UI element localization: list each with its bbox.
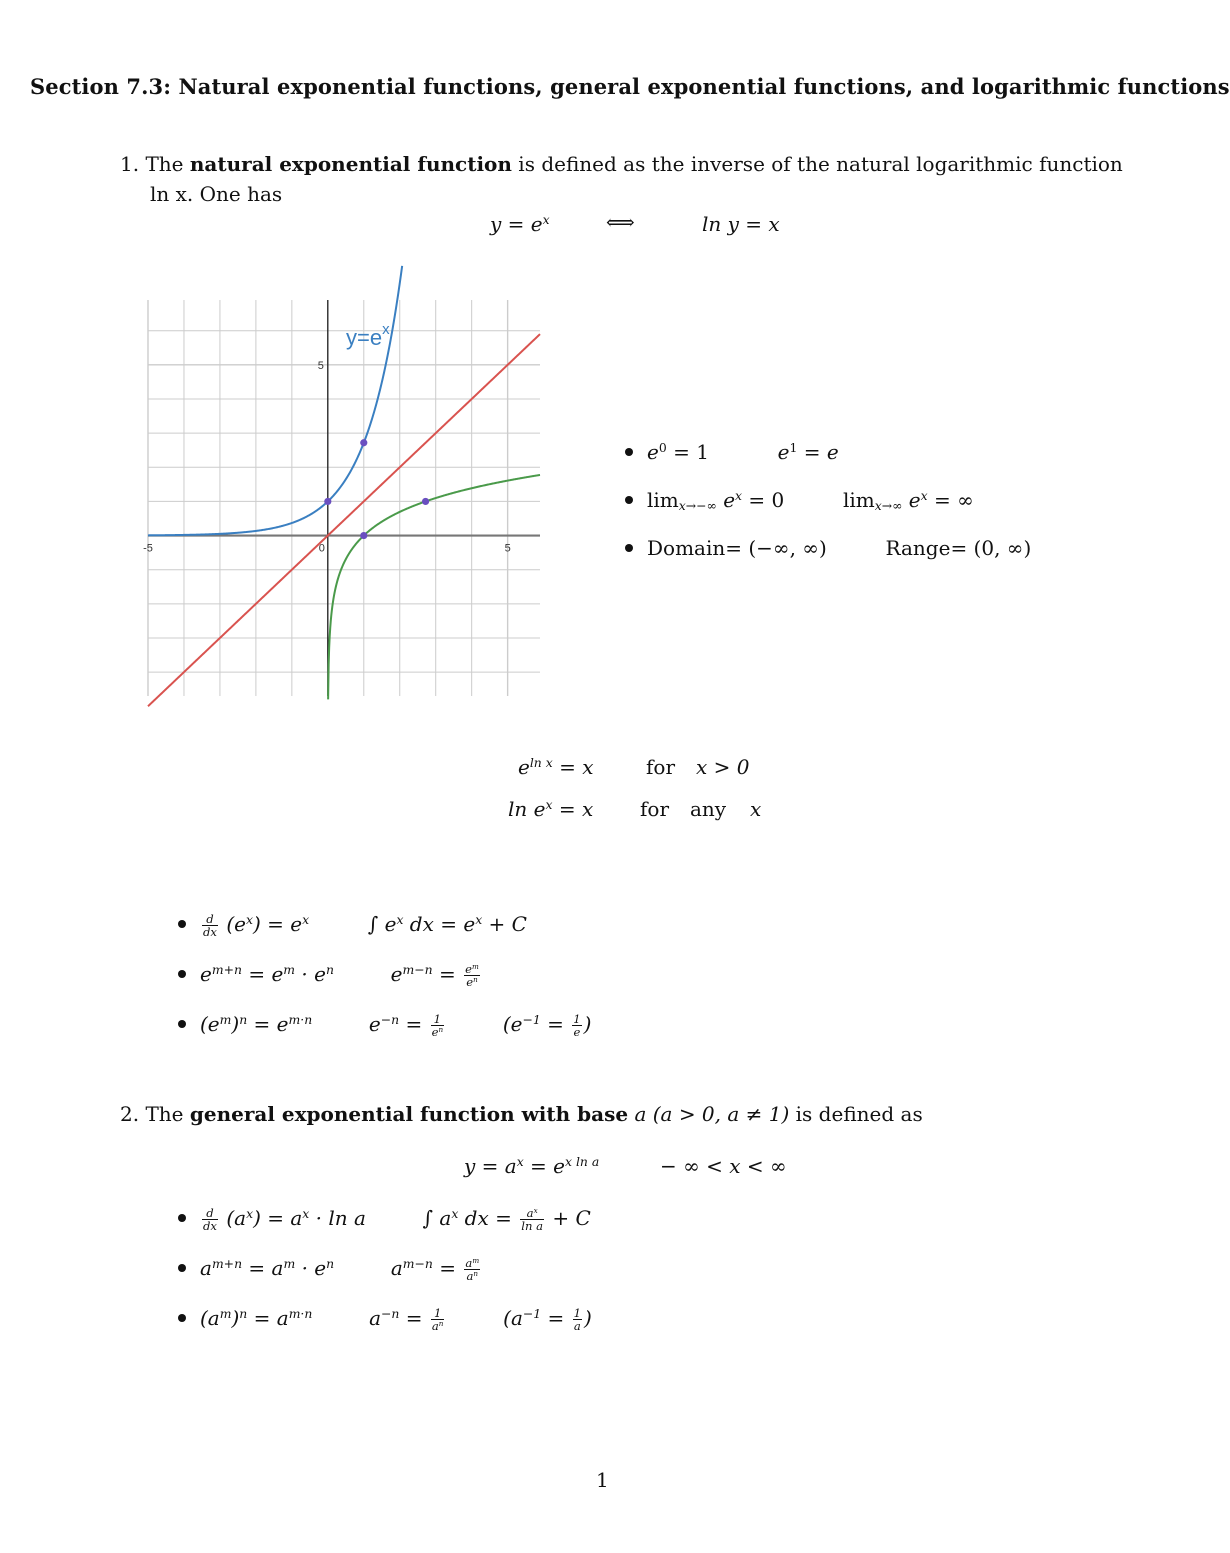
identity-exp-ln-condition: x > 0 xyxy=(696,755,750,779)
bullet-exp-values: $e^0 = 1$ $e^1 = e$ xyxy=(625,440,839,464)
item-2-line xyxy=(120,1102,923,1126)
range-text: Range= (0, ∞) xyxy=(885,536,1032,560)
rule-derivative-integral-e: $\frac{d}{dx}$ $(e^x) = e^x$ ∫ $e^x$ dx = $e^x + C$ xyxy=(178,912,527,938)
bullet-dot xyxy=(178,1020,186,1028)
bullet-dot xyxy=(625,448,633,456)
tick-label-x-pos: 5 xyxy=(504,542,511,555)
item-1-number: 1. xyxy=(120,152,140,176)
bullet-limits: $\lim_{x\to-\infty} e^x = 0$ $\lim_{x\to\infty} e^x$ = ∞ xyxy=(625,488,974,512)
bullet-domain-range xyxy=(625,536,1031,560)
identity-ln-exp-any: any xyxy=(690,797,727,821)
item-2-lead: The xyxy=(145,1102,184,1126)
tick-label-y-pos: 5 xyxy=(317,359,324,372)
rule-power-negative-a: $(a^m)^n = a^{m\cdot n}$ $a^{-n}$ = $\frac{1}{a^n}$ ($a^{-1}$ = $\frac{1}{a}$ ) xyxy=(178,1306,592,1332)
tick-label-x-zero: 0 xyxy=(318,542,325,555)
item-2-rest: is defined as xyxy=(795,1102,923,1126)
domain-text: Domain= (−∞, ∞) xyxy=(647,536,827,560)
bullet-dot xyxy=(625,496,633,504)
definition-equation-right: ln y = x xyxy=(702,212,780,236)
exp-log-graph xyxy=(143,300,540,696)
definition-equation-left: $y = e^x$ xyxy=(490,212,550,236)
general-exp-definition: $y = a^x = e^{x ln a}$ xyxy=(464,1154,600,1178)
identity-ln-exp-for: for xyxy=(640,797,670,821)
page-number: 1 xyxy=(596,1468,609,1492)
item-1-rest: is defined as the inverse of the natural logarithmic function xyxy=(518,152,1123,176)
bullet-dot xyxy=(178,1214,186,1222)
general-exp-domain: − ∞ < x < ∞ xyxy=(660,1154,787,1178)
item-1-lead: The xyxy=(145,152,184,176)
bullet-dot xyxy=(178,1314,186,1322)
graph-point xyxy=(360,439,367,446)
bullet-dot xyxy=(178,970,186,978)
identity-exp-ln-for: for xyxy=(646,755,676,779)
rule-product-quotient-e: $e^{m+n} = e^m \cdot e^n$ $e^{m-n}$ = $\frac{e^m}{e^n}$ xyxy=(178,962,482,988)
grid-lines xyxy=(148,300,540,696)
iff-symbol: ⟺ xyxy=(606,210,635,234)
bullet-dot xyxy=(178,1264,186,1272)
rule-product-quotient-a: $a^{m+n} = a^m \cdot e^n$ $a^{m-n}$ = $\frac{a^m}{a^n}$ xyxy=(178,1256,482,1282)
exp-curve-label: $y=e^x$ xyxy=(346,321,390,350)
rule-power-negative-e: $(e^m)^n = e^{m\cdot n}$ $e^{-n}$ = $\frac{1}{e^n}$ ($e^{-1}$ = $\frac{1}{e}$ ) xyxy=(178,1012,591,1038)
item-2-condition: (a > 0, a ≠ 1) xyxy=(652,1102,790,1126)
tick-label-x-neg: -5 xyxy=(143,542,153,555)
identity-exp-ln: $e^{ln x} = x$ xyxy=(518,755,594,779)
graph-point xyxy=(324,498,331,505)
rule-derivative-integral-a: $\frac{d}{dx}$ $(a^x) = a^x \cdot \ln a$ ∫ $a^x$ dx = $\frac{a^x}{\text{ln a}}$ + C xyxy=(178,1206,591,1232)
graph-point xyxy=(360,532,367,539)
identity-ln-exp-var: x xyxy=(750,797,762,821)
item-2-term: general exponential function with base xyxy=(189,1102,629,1126)
item-1-term: natural exponential function xyxy=(189,152,512,176)
item-2-number: 2. xyxy=(120,1102,140,1126)
item-1-line-2: ln x. One has xyxy=(150,182,283,206)
item-2-base: a xyxy=(634,1102,647,1126)
item-1-line-1 xyxy=(120,152,1123,176)
section-title: Section 7.3: Natural exponential functions, general exponential functions, and logarithmic functions xyxy=(30,74,1230,99)
identity-line xyxy=(148,334,540,706)
graph-point xyxy=(422,498,429,505)
bullet-dot xyxy=(625,544,633,552)
identity-ln-exp: $\ln e^x = x$ xyxy=(508,797,594,821)
bullet-dot xyxy=(178,920,186,928)
